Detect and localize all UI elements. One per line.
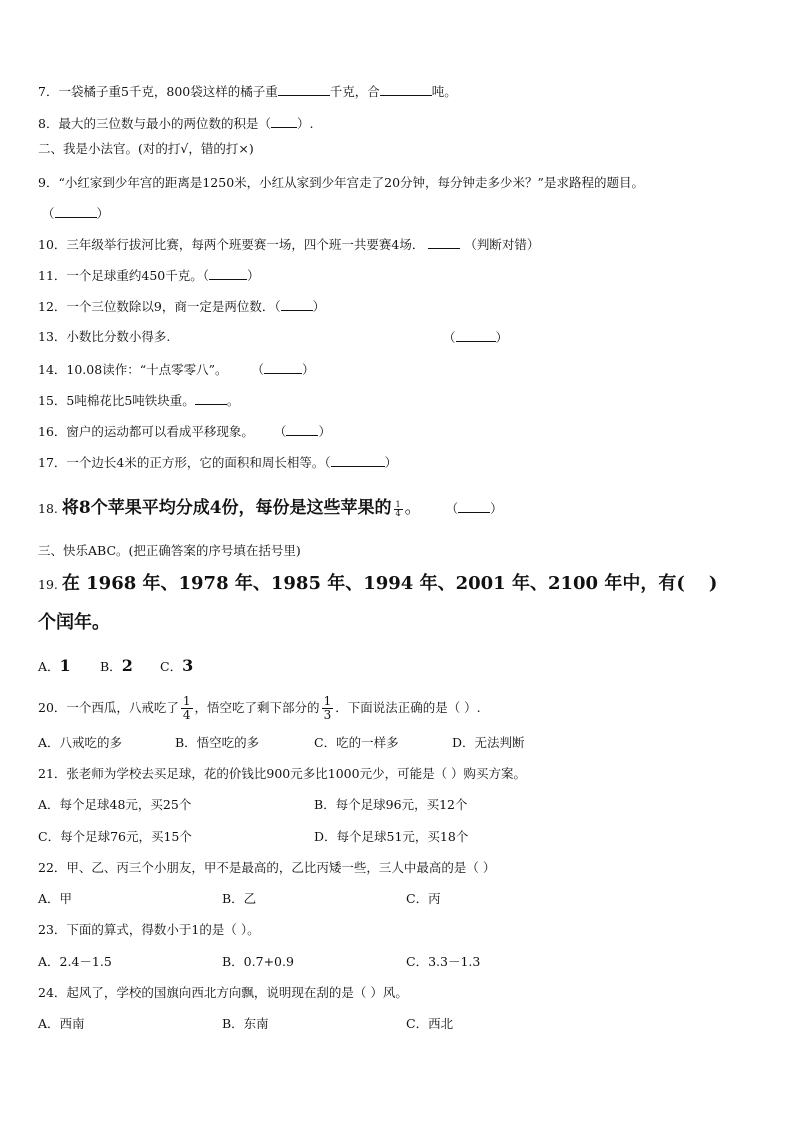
- q24-option-a[interactable]: A．西南: [38, 1016, 85, 1031]
- q16-text: 16．窗户的运动都可以看成平移现象。: [38, 424, 254, 439]
- q18-paren-close: ）: [490, 501, 503, 516]
- q18-fraction: [394, 501, 403, 518]
- question-14: [38, 361, 315, 378]
- q20-frac2-denominator: 3: [323, 708, 332, 722]
- q7-text-a: 7．一袋橘子重5千克，800袋这样的橘子重: [38, 84, 278, 99]
- q10-text-b: （判断对错）: [464, 237, 540, 252]
- question-18: [38, 497, 503, 519]
- question-8: [38, 115, 313, 132]
- q19-option-b[interactable]: [100, 658, 133, 675]
- question-24: 24．起风了，学校的国旗向西北方向飘，说明现在刮的是（ ）风。: [38, 985, 408, 1000]
- q19-option-c-label: C．: [160, 659, 183, 674]
- q21-option-d[interactable]: D．每个足球51元，买18个: [314, 829, 469, 844]
- q18-text: 将8个苹果平均分成4份，每份是这些苹果的: [61, 498, 392, 518]
- q18-end: 。: [404, 498, 422, 518]
- q11-text-a: 11．一个足球重约450千克。（: [38, 268, 210, 283]
- q20-frac2-numerator: 1: [323, 694, 332, 708]
- q20-text-c: ．下面说法正确的是（ ）.: [335, 700, 481, 715]
- question-11: [38, 267, 260, 284]
- q19-text: 在 1968 年、1978 年、1985 年、1994 年、2001 年、2100 年中，有(: [61, 573, 685, 594]
- q21-option-b[interactable]: B．每个足球96元，买12个: [314, 797, 468, 812]
- question-13: [38, 329, 170, 345]
- q19-paren-close: ): [708, 573, 718, 594]
- question-9: [38, 175, 644, 191]
- q11-blank[interactable]: [209, 267, 247, 280]
- q13-text: 13．小数比分数小得多.: [38, 329, 171, 344]
- q20-option-c[interactable]: C．吃的一样多: [314, 735, 399, 750]
- q19-option-a-label: A．: [38, 659, 60, 674]
- q18-number: 18.: [38, 501, 58, 516]
- q20-frac1-denominator: 4: [182, 708, 191, 722]
- q7-text-b: 千克，合: [329, 84, 380, 99]
- q22-option-b[interactable]: B．乙: [222, 891, 257, 906]
- q20-fraction-1: [181, 695, 193, 722]
- q16-paren-close: ）: [318, 424, 331, 439]
- q20-fraction-2: [322, 695, 334, 722]
- section-3-heading: 三、快乐ABC。(把正确答案的序号填在括号里): [38, 543, 301, 558]
- question-12: [38, 298, 325, 315]
- q19-option-b-value: 2: [121, 656, 133, 675]
- question-10: [38, 236, 539, 253]
- q9-paren-open: （: [42, 206, 55, 221]
- q18-blank[interactable]: [458, 500, 490, 513]
- q19-continuation: 个闰年。: [38, 612, 110, 633]
- q20-frac1-numerator: 1: [182, 694, 191, 708]
- q23-option-a[interactable]: A．2.4－1.5: [38, 954, 112, 969]
- question-22: 22．甲、乙、丙三个小朋友，甲不是最高的，乙比丙矮一些，三人中最高的是（ ）: [38, 860, 496, 875]
- question-19: [38, 572, 717, 596]
- q13-answer: [443, 329, 508, 346]
- q18-frac-denominator: 4: [395, 509, 401, 518]
- q20-option-d[interactable]: D．无法判断: [452, 735, 525, 750]
- q21-option-c[interactable]: C．每个足球76元，买15个: [38, 829, 192, 844]
- q17-blank[interactable]: [331, 454, 385, 467]
- q8-text-a: 8．最大的三位数与最小的两位数的积是（: [38, 116, 271, 131]
- q15-text: 15．5吨棉花比5吨铁块重。: [38, 393, 195, 408]
- q10-text-a: 10．三年级举行拔河比赛，每两个班要赛一场，四个班一共要赛4场．: [38, 237, 425, 252]
- question-21: 21．张老师为学校去买足球，花的价钱比900元多比1000元少，可能是（ ）购买方案。: [38, 766, 527, 781]
- q24-option-c[interactable]: C．西北: [406, 1016, 454, 1031]
- q12-text-b: ）: [312, 299, 326, 314]
- q24-option-b[interactable]: B．东南: [222, 1016, 269, 1031]
- q22-option-a[interactable]: A．甲: [38, 891, 73, 906]
- q14-blank[interactable]: [264, 361, 302, 374]
- q9-paren-close: ）: [96, 206, 110, 221]
- q12-text-a: 12．一个三位数除以9，商一定是两位数．（: [38, 299, 281, 314]
- question-15: [38, 392, 239, 409]
- q13-blank[interactable]: [456, 329, 496, 342]
- question-16: [38, 423, 331, 440]
- q12-blank[interactable]: [281, 298, 313, 311]
- q20-option-a[interactable]: A．八戒吃的多: [38, 735, 123, 750]
- q7-blank-1[interactable]: [278, 83, 330, 96]
- q19-option-a[interactable]: [38, 658, 71, 675]
- q19-option-c[interactable]: [160, 658, 193, 675]
- question-7: [38, 83, 457, 100]
- q9-answer: [42, 205, 109, 222]
- q14-paren-open: （: [251, 362, 264, 377]
- q19-option-a-value: 1: [59, 656, 71, 675]
- q22-option-c[interactable]: C．丙: [406, 891, 441, 906]
- question-17: [38, 454, 397, 471]
- section-2-heading: 二、我是小法官。(对的打√，错的打×): [38, 141, 254, 156]
- q11-text-b: ）: [247, 268, 260, 283]
- q8-blank[interactable]: [271, 115, 297, 128]
- question-23: 23．下面的算式，得数小于1的是（ ）。: [38, 922, 260, 937]
- q18-paren-open: （: [445, 501, 459, 516]
- q16-paren-open: （: [273, 424, 287, 439]
- q14-paren-close: ）: [302, 362, 315, 377]
- q23-option-c[interactable]: C．3.3－1.3: [406, 954, 481, 969]
- q21-option-a[interactable]: A．每个足球48元，买25个: [38, 797, 192, 812]
- q16-blank[interactable]: [286, 423, 318, 436]
- q15-end: 。: [226, 393, 240, 408]
- q13-paren-close: ）: [495, 330, 509, 345]
- q20-text-a: 20．一个西瓜，八戒吃了: [38, 700, 179, 715]
- q8-text-b: ）.: [296, 116, 314, 131]
- q7-blank-2[interactable]: [380, 83, 432, 96]
- q19-number: 19.: [38, 577, 58, 592]
- q18-frac-numerator: 1: [395, 500, 401, 509]
- q10-blank[interactable]: [428, 236, 460, 249]
- q9-text: 9．“小红家到少年宫的距离是1250米，小红从家到少年宫走了20分钟，每分钟走多少米？”是求路程的题目。: [38, 175, 644, 190]
- q17-paren-close: ）: [384, 455, 398, 470]
- q20-text-b: ，悟空吃了剩下部分的: [194, 700, 320, 715]
- q19-option-b-label: B．: [100, 659, 122, 674]
- q19-option-c-value: 3: [182, 656, 194, 675]
- q9-blank[interactable]: [55, 205, 97, 218]
- q13-paren-open: （: [443, 330, 456, 345]
- q17-text: 17．一个边长4米的正方形，它的面积和周长相等。（: [38, 455, 331, 470]
- question-20: [38, 693, 481, 723]
- q7-text-c: 吨。: [431, 84, 457, 99]
- q14-text: 14．10.08读作：“十点零零八”。: [38, 362, 228, 377]
- q15-blank[interactable]: [195, 392, 227, 405]
- q20-option-b[interactable]: B．悟空吃的多: [175, 735, 260, 750]
- q23-option-b[interactable]: B．0.7+0.9: [222, 954, 294, 969]
